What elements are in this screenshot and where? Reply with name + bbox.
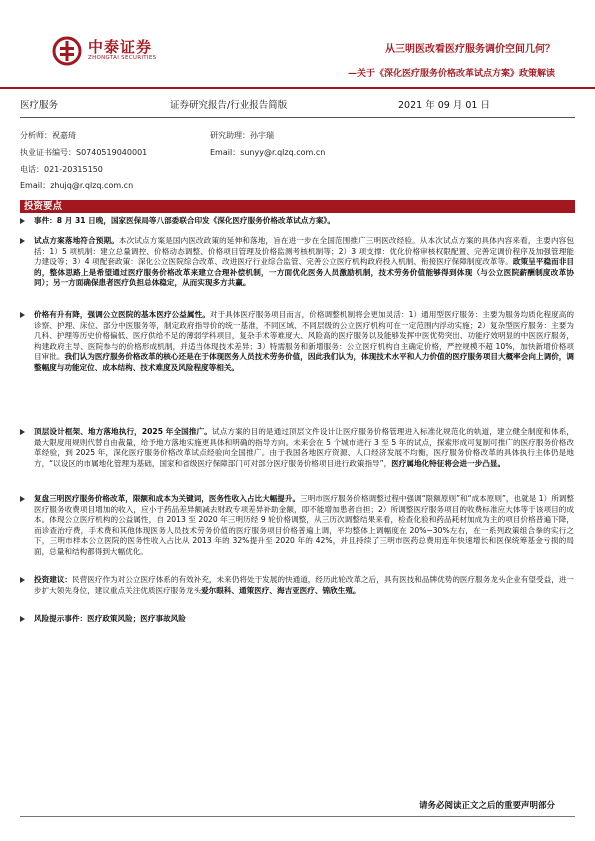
para-bold: 医疗属地化特征将会进一步凸显。 xyxy=(391,458,506,468)
para-bold: 8 月 31 日晚，国家医保局等八部委联合印发《深化医疗服务价格改革试点方案》。 xyxy=(56,216,335,225)
para-bold: 爱尔眼科、通策医疗、海吉亚医疗、锦欣生殖。 xyxy=(201,585,361,595)
para-body: 民营医疗作为对公立医疗体系的有效补充，未来仍将处于发展的快通道，经历此轮改革之后，具有医技和品牌优势的医疗服务龙头企业有望受益，进一步扩大领先身位，建议重点关注优质医疗服务龙头 xyxy=(34,575,574,595)
report-type: 证券研究报告/行业报告简版 xyxy=(170,100,288,111)
para-body: 试点方案的目的是通过顶层文件设计让医疗服务价格管理进入标准化规范化的轨道，建立健全制度和体系，最大限度用规则代替自由裁量，给予地方落地实施更具体和明确的指导方向。未来会在 5 个城市进行 3 至 5 年的试点，探索形成可复制可推广的医疗服务价格改革经验，到 2025 年，深化医疗服务价格改革试点经验向全国推广。由于我国各地医疗资源、人口经济发展不均衡，医疗服务价格改革的具体执行主体仍是地方，“以设区的市属地化管理为基础，国家和省级医疗保障部门可对部分医疗服务价格项目进行政策指导”， xyxy=(34,427,574,468)
bullet-icon xyxy=(20,496,25,502)
para-body: 对于具体医疗服务项目而言，价格调整机制将会更加灵活：1）通用型医疗服务：主要为服务均质化程度高的诊察、护理、床位、部分中医服务等，制定政府指导价的统一基准，不同区域、不同层级的公立医疗机构可在一定范围内浮动实施；2）复杂型医疗服务：主要为几科、护理等历史价格偏低、医疗供给不足的薄弱学科项目，复杂手术等难度大、风险高的医疗服务以及能够发挥中医优势突出、功能疗效明显的中医医疗服务，构建政府主导、医院参与的价格形成机制，并适当体现技术差异；3）特需服务和新增服务：公立医疗机构自主确定价格，严控规模不超 10%，加快新增价格项目审批。 xyxy=(34,310,574,362)
report-title: 从三明医改看医疗服务调价空间几何？ xyxy=(385,44,555,55)
para-bold: 政策呈平稳而非目的，整体思路上是希望通过医疗服务价格改革来建立合理补偿机制，一方面优化医务人员激励机制，技术劳务价值能够得到体现（与公立医院薪酬制度改革协同）；另一方面确保患者医疗负担总体稳定，从而实现多方共赢。 xyxy=(34,257,574,288)
logo-name-cn: 中泰证券 xyxy=(88,38,153,56)
bullet-icon xyxy=(20,429,25,435)
brand-logo xyxy=(52,34,162,70)
assistant-name: 研究助理：孙宇瑞 xyxy=(210,131,274,140)
section-header xyxy=(20,200,575,213)
footer-disclaimer: 请务必阅读正文之后的重要声明部分 xyxy=(418,801,555,811)
para-lead: 试点方案落地符合预期。 xyxy=(34,236,119,245)
paragraph-event xyxy=(20,216,574,227)
bullet-icon xyxy=(20,577,25,583)
paragraph-advice xyxy=(20,575,574,596)
para-lead: 投资建议： xyxy=(34,575,73,584)
logo-name-en: ZHONGTAI SECURITIES xyxy=(88,55,157,61)
assistant-email[interactable]: Email：sunyy@r.qlzq.com.cn xyxy=(210,148,326,157)
bullet-icon xyxy=(20,616,25,622)
para-bold: 医疗政策风险；医疗事故风险 xyxy=(87,614,186,623)
para-bold: 我们认为医疗服务价格改革的核心还是在于体现医务人员技术劳务价值，因此我们认为，体现技术水平和人力价值的医疗服务项目大概率会向上调价，调整幅度与功能定位、成本结构、技术难度及风险程度等相关。 xyxy=(34,352,575,372)
paragraph-pilot xyxy=(20,236,574,289)
analyst-phone: 电话：021-20315150 xyxy=(20,165,103,174)
footer-divider xyxy=(20,816,575,817)
section-title: 投资要点 xyxy=(24,201,63,212)
para-body: 三明市医疗服务价格调整过程中强调“限额原则”和“成本原则”，也就是 1）所调整医疗服务收费项目增加的收入，应小于药品差异额减去财政专项差异补助金额，即不能增加患者自担；2）所调整医疗服务项目的收费标准应大体等于该项目的成本。体现公立医疗机构的公益属性，自 2013 至 2020 年三明历经 9 轮价格调整，从三历次调整结果来看，检查化验和药品耗材加成为主的项目价格普遍下降，而诊查治疗费，手术费和其他体现医务人员技术劳务价值的医疗服务项目价格普遍上调，平均整体上调幅度在 20%~30%左右，在一系列政策组合拳的实行之下，三明市样本公立医院的医务性收入占比从 2013 年的 32%提升至 2020 年的 42%，并且持续了三明市医药总费用连年快速增长和医保统筹基金亏损的局面，总量和结构都得到大幅优化。 xyxy=(34,494,574,556)
meta-divider xyxy=(20,117,575,118)
para-lead: 顶层设计框架、地方落地执行，2025 年全国推广。 xyxy=(34,427,212,436)
para-lead: 复盘三明医疗服务价格改革，限额和成本为关键词，医务性收入占比大幅提升。 xyxy=(34,494,301,503)
report-date: 2021 年 09 月 01 日 xyxy=(398,100,490,111)
paragraph-risk xyxy=(20,614,574,625)
paragraph-toplevel xyxy=(20,427,574,469)
paragraph-sanming xyxy=(20,494,574,558)
bullet-icon xyxy=(20,218,25,224)
analyst-name: 分析师：祝嘉琦 xyxy=(20,131,76,140)
industry-label: 医疗服务 xyxy=(20,100,59,111)
paragraph-price xyxy=(20,310,574,374)
analyst-license: 执业证书编号：S0740519040001 xyxy=(20,148,148,157)
header-divider xyxy=(0,87,595,89)
para-lead: 风险提示事件： xyxy=(34,614,88,623)
logo-mark-icon xyxy=(52,36,82,66)
bullet-icon xyxy=(20,312,25,318)
para-body: 本次试点方案是国内医改政策的延伸和落地，旨在进一步在全国范围推广三明医改经验。从本次试点方案的具体内容来看，主要内容包括：1）5 项机制：建立总量调控、价格动态调整、价格项目管理及价格监测考核机制等；2）3 项支撑：优化价格审核权限配置、完善定调价程序及加强管理能力建设等；3）4 项配套政策：深化公立医院综合改革、改进医疗行业综合监管、完善公立医疗机构政府投入机制、衔接医疗保障制度改革等。 xyxy=(34,236,574,267)
analyst-email[interactable]: Email：zhujq@r.qlzq.com.cn xyxy=(20,181,134,190)
report-subtitle: —关于《深化医疗服务价格改革试点方案》政策解读 xyxy=(347,69,555,79)
para-lead: 价格有升有降，强调公立医院的基本医疗公益属性。 xyxy=(34,310,210,319)
para-lead: 事件： xyxy=(34,216,57,225)
bullet-icon xyxy=(20,238,25,244)
